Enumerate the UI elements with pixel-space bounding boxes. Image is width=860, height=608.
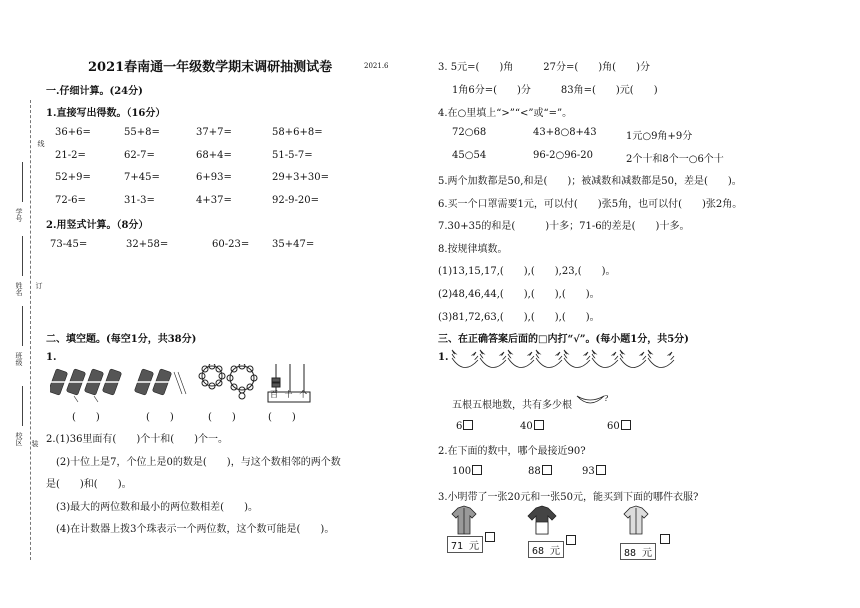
compare-item: 43+8○8+43 (533, 127, 597, 138)
margin-line-label: 线 (37, 140, 45, 147)
banana-bunch-icon (480, 350, 506, 368)
margin-binding-label: 装 (31, 440, 39, 447)
check-box[interactable] (485, 532, 495, 542)
near-option-1: 100 (452, 465, 482, 477)
price-tag-3: 88 元 (620, 543, 656, 560)
near-option-3: 93 (582, 465, 606, 477)
banana-bunch-icon (620, 350, 646, 368)
blank-2[interactable]: ( ) (146, 412, 174, 423)
q2-1: 2.(1)36里面有( )个十和( )个一。 (46, 434, 229, 445)
banana-icon (576, 392, 609, 408)
margin-number-label: 学号 (15, 208, 23, 222)
q2-3: (3)最大的两位数和最小的两位数相差( )。 (56, 502, 258, 513)
oral-item: 7+45= (124, 172, 160, 183)
stick-bundle-icon (102, 369, 121, 396)
q2-2a: (2)十位上是7，个位上是0的数是( )，与这个数相邻的两个数 (56, 457, 341, 468)
q2-4: (4)在计数器上拨3个珠表示一个两位数，这个数可能是( )。 (56, 524, 335, 535)
banana-bunch-icon (508, 350, 534, 368)
vertical-item: 73-45= (50, 239, 88, 250)
counting-pictures (50, 364, 390, 404)
banana-option-1: 6 (456, 420, 473, 432)
check-box[interactable] (463, 420, 473, 430)
banana-option-2: 40 (520, 420, 544, 432)
vertical-item: 32+58= (126, 239, 169, 250)
check-box[interactable] (596, 465, 606, 475)
q-banana-number: 1. (438, 352, 449, 363)
stick-bundle-icon (134, 369, 153, 396)
oral-item: 29+3+30= (272, 172, 329, 183)
margin-class-label: 班级 (15, 352, 23, 366)
sequence-3: (3)81,72,63,( ),( ),( )。 (438, 312, 600, 323)
sweater-icon (528, 506, 556, 534)
vertical-item: 35+47= (272, 239, 315, 250)
banana-bunches (450, 346, 690, 374)
stick-bundle-icon (66, 369, 85, 396)
price-tag-2: 68 元 (528, 541, 564, 558)
near-option-2: 88 (528, 465, 552, 477)
q5: 5.两个加数都是50,和是( )；被减数和减数都是50，差是( )。 (438, 176, 742, 187)
sequence-1: (1)13,15,17,( ),( ),23,( )。 (438, 266, 616, 277)
compare-item: 2个十和8个一○6个十 (626, 154, 724, 165)
oral-item: 51-5-7= (272, 150, 313, 161)
oral-item: 58+6+8= (272, 127, 323, 138)
name-underline (22, 236, 23, 276)
banana-bunch-icon (452, 350, 478, 368)
q8-heading: 8.按规律填数。 (438, 244, 508, 255)
margin-name-label: 姓名 (15, 282, 23, 296)
check-box[interactable] (660, 534, 670, 544)
price-tag-1: 71 元 (447, 536, 483, 553)
sequence-2: (2)48,46,44,( ),( ),( )。 (438, 289, 600, 300)
exam-date: 2021.6 (364, 62, 389, 70)
q-clothes: 3.小明带了一张20元和一张50元，能买到下面的哪件衣服? (438, 492, 699, 503)
class-underline (22, 306, 23, 346)
stick-bundle-icon (152, 369, 171, 396)
coat-icon (624, 506, 648, 534)
oral-item: 37+7= (196, 127, 232, 138)
blank-1[interactable]: ( ) (72, 412, 100, 423)
check-box[interactable] (566, 535, 576, 545)
check-box[interactable] (472, 465, 482, 475)
oral-item: 52+9= (55, 172, 91, 183)
oral-item: 4+37= (196, 195, 232, 206)
oral-item: 68+4= (196, 150, 232, 161)
q3-line-a: 3. 5元=( )角 27分=( )角( )分 (438, 62, 650, 73)
compare-item: 45○54 (452, 150, 487, 161)
check-box[interactable] (534, 420, 544, 430)
compare-item: 96-2○96-20 (533, 150, 594, 161)
oral-item: 72-6= (55, 195, 86, 206)
oral-item: 31-3= (124, 195, 155, 206)
q4-heading: 4.在○里填上“>”“<”或“=”。 (438, 108, 573, 119)
page-title: 2021春南通一年级数学期末调研抽测试卷 (88, 60, 333, 75)
abacus-place-labels: 百 十 个 (270, 390, 310, 399)
blank-4[interactable]: ( ) (268, 412, 296, 423)
jacket-icon (452, 506, 476, 534)
compare-item: 72○68 (452, 127, 487, 138)
blank-3[interactable]: ( ) (208, 412, 236, 423)
q7: 7.30+35的和是( )十多；71-6的差是( )十多。 (438, 221, 690, 232)
q-picture-number: 1. (46, 352, 57, 363)
margin-ding-label: 订 (35, 282, 43, 289)
oral-item: 36+6= (55, 127, 91, 138)
banana-bunch-icon (564, 350, 590, 368)
q3-line-b: 1角6分=( )分 83角=( )元( ) (452, 85, 658, 96)
margin-school-label: 校区 (15, 432, 23, 446)
check-box[interactable] (542, 465, 552, 475)
q-near-90: 2.在下面的数中，哪个最接近90? (438, 446, 586, 457)
banana-question-mark: ? (604, 394, 609, 403)
oral-item: 21-2= (55, 150, 86, 161)
oral-item: 62-7= (124, 150, 155, 161)
binding-line (30, 100, 31, 560)
oral-item: 92-9-20= (272, 195, 319, 206)
compare-item: 1元○9角+9分 (626, 131, 693, 142)
check-box[interactable] (621, 420, 631, 430)
school-underline (22, 386, 23, 426)
stick-bundle-icon (84, 369, 103, 396)
section-1-heading: 一.仔细计算。(24分) (46, 86, 143, 97)
banana-bunch-icon (648, 350, 674, 368)
banana-option-3: 60 (607, 420, 631, 432)
q2-2b: 是( )和( )。 (46, 479, 132, 490)
section-2-heading: 二、填空题。(每空1分，共38分) (46, 334, 197, 345)
q1-heading: 1.直接写出得数。（16分） (46, 108, 166, 119)
banana-bunch-icon (592, 350, 618, 368)
banana-bunch-icon (536, 350, 562, 368)
q2-heading: 2.用竖式计算。（8分） (46, 220, 149, 231)
section-3-heading: 三、在正确答案后面的□内打“√”。(每小题1分，共5分) (438, 334, 689, 345)
oral-item: 55+8= (124, 127, 160, 138)
vertical-item: 60-23= (212, 239, 250, 250)
oral-item: 6+93= (196, 172, 232, 183)
banana-question: 五根五根地数，共有多少根 (452, 400, 572, 411)
q6: 6.买一个口罩需要1元，可以付( )张5角，也可以付( )张2角。 (438, 199, 743, 210)
stick-bundle-icon (50, 369, 68, 396)
number-underline (22, 162, 23, 202)
